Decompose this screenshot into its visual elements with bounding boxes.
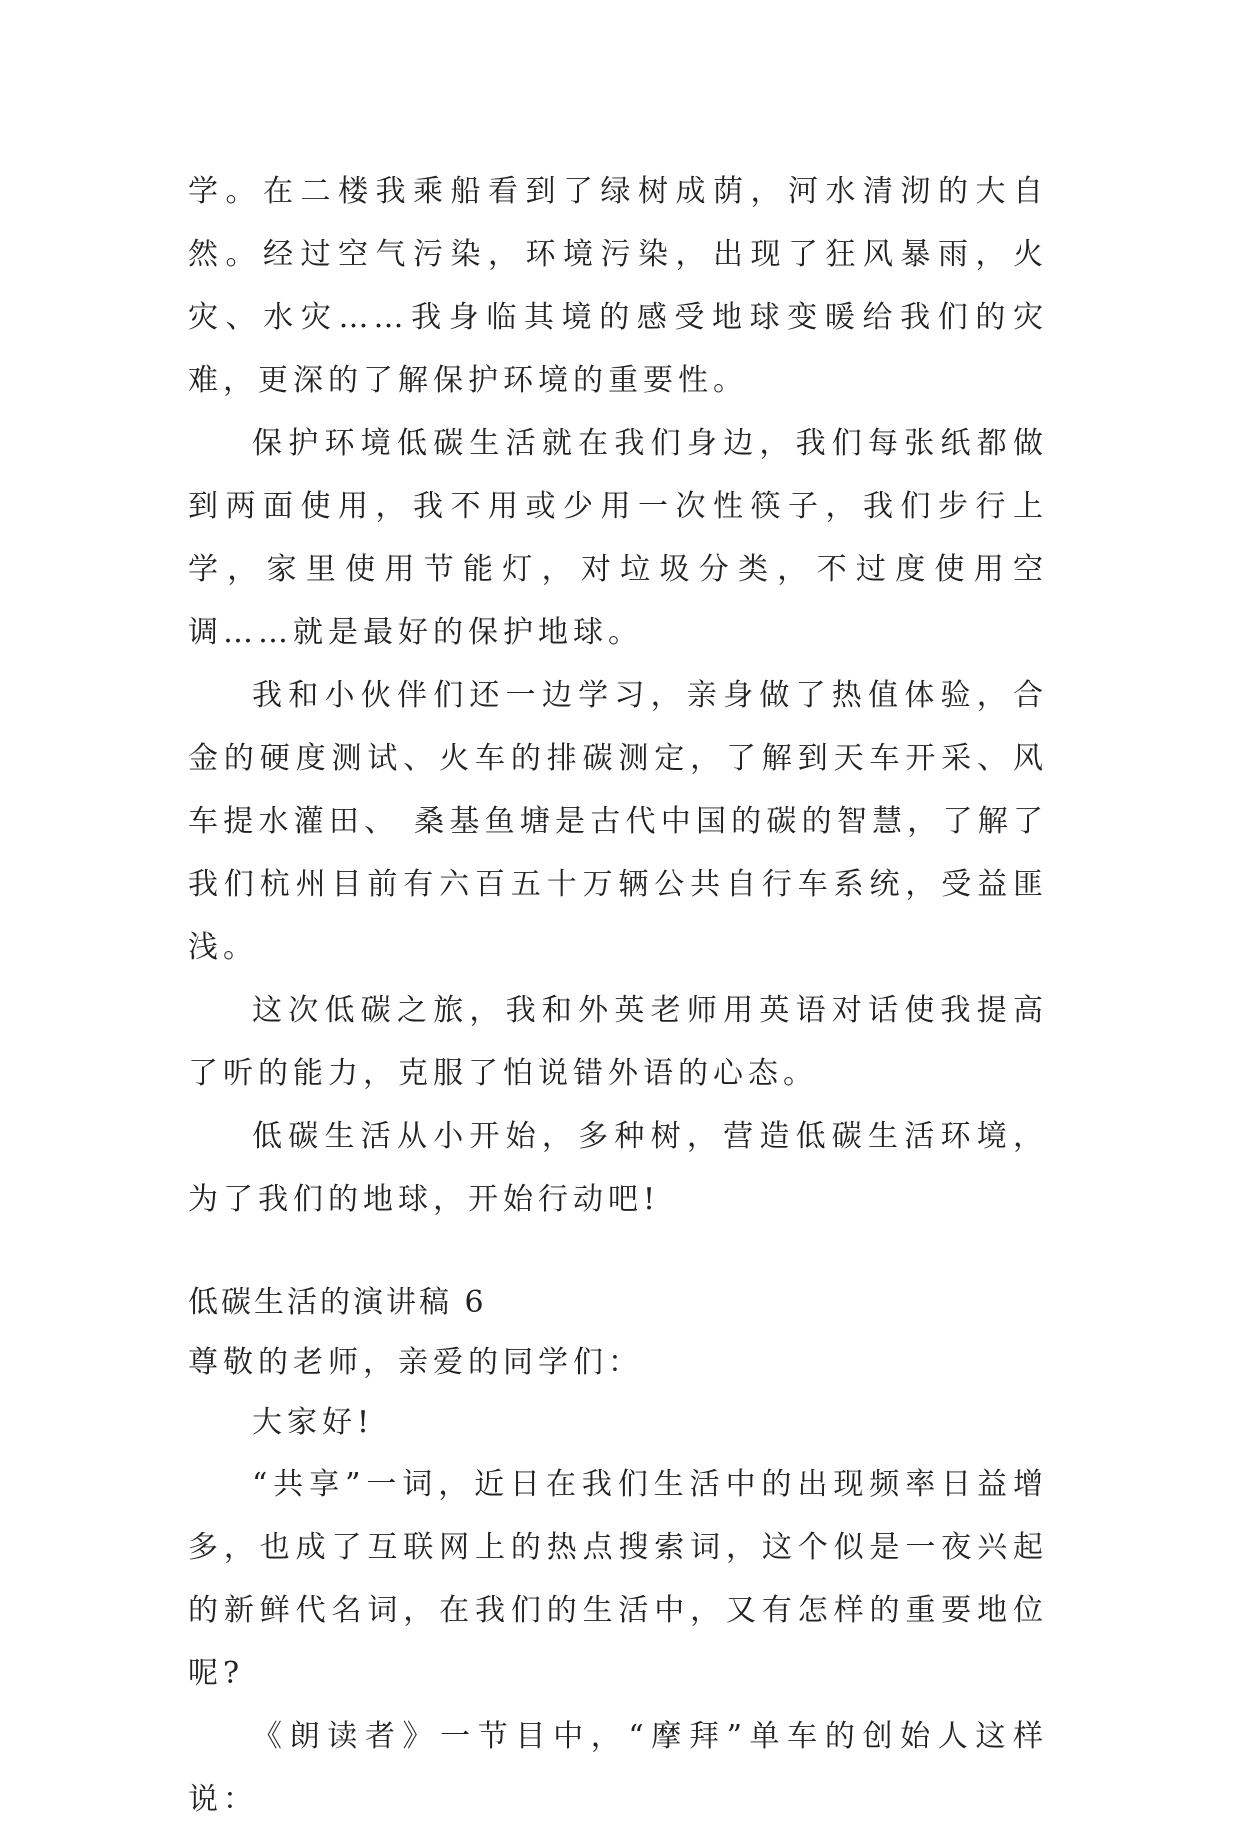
section-gap [188,1231,1048,1283]
salutation: 尊敬的老师，亲爱的同学们： [188,1345,643,1380]
paragraph: 《朗读者》一节目中，“摩拜”单车的创始人这样说： [188,1719,1048,1817]
section-title: 低碳生活的演讲稿 6 [188,1285,487,1320]
paragraph: “共享”一词，近日在我们生活中的出现频率日益增多，也成了互联网上的热点搜索词，这个似是一夜兴起的新鲜代名词，在我们的生活中，又有怎样的重要地位呢? [188,1467,1048,1691]
paragraph: 低碳生活从小开始，多种树，营造低碳生活环境，为了我们的地球，开始行动吧! [188,1119,1048,1217]
greeting: 大家好! [252,1405,375,1440]
document-body [188,160,1048,1831]
paragraph: 我和小伙伴们还一边学习，亲身做了热值体验，合金的硬度测试、火车的排碳测定，了解到天车开采、风车提水灌田、 桑基鱼塘是古代中国的碳的智慧，了解了我们杭州目前有六百五十万辆公共自行车系统，受益匪浅。 [188,678,1048,965]
paragraph: 这次低碳之旅，我和外英老师用英语对话使我提高了听的能力，克服了怕说错外语的心态。 [188,993,1048,1091]
paragraph: 保护环境低碳生活就在我们身边，我们每张纸都做到两面使用，我不用或少用一次性筷子，我们步行上学，家里使用节能灯，对垃圾分类，不过度使用空调……就是最好的保护地球。 [188,426,1048,650]
paragraph: 学。在二楼我乘船看到了绿树成荫，河水清沏的大自然。经过空气污染，环境污染，出现了狂风暴雨，火灾、水灾……我身临其境的感受地球变暖给我们的灾难，更深的了解保护环境的重要性。 [188,174,1048,398]
